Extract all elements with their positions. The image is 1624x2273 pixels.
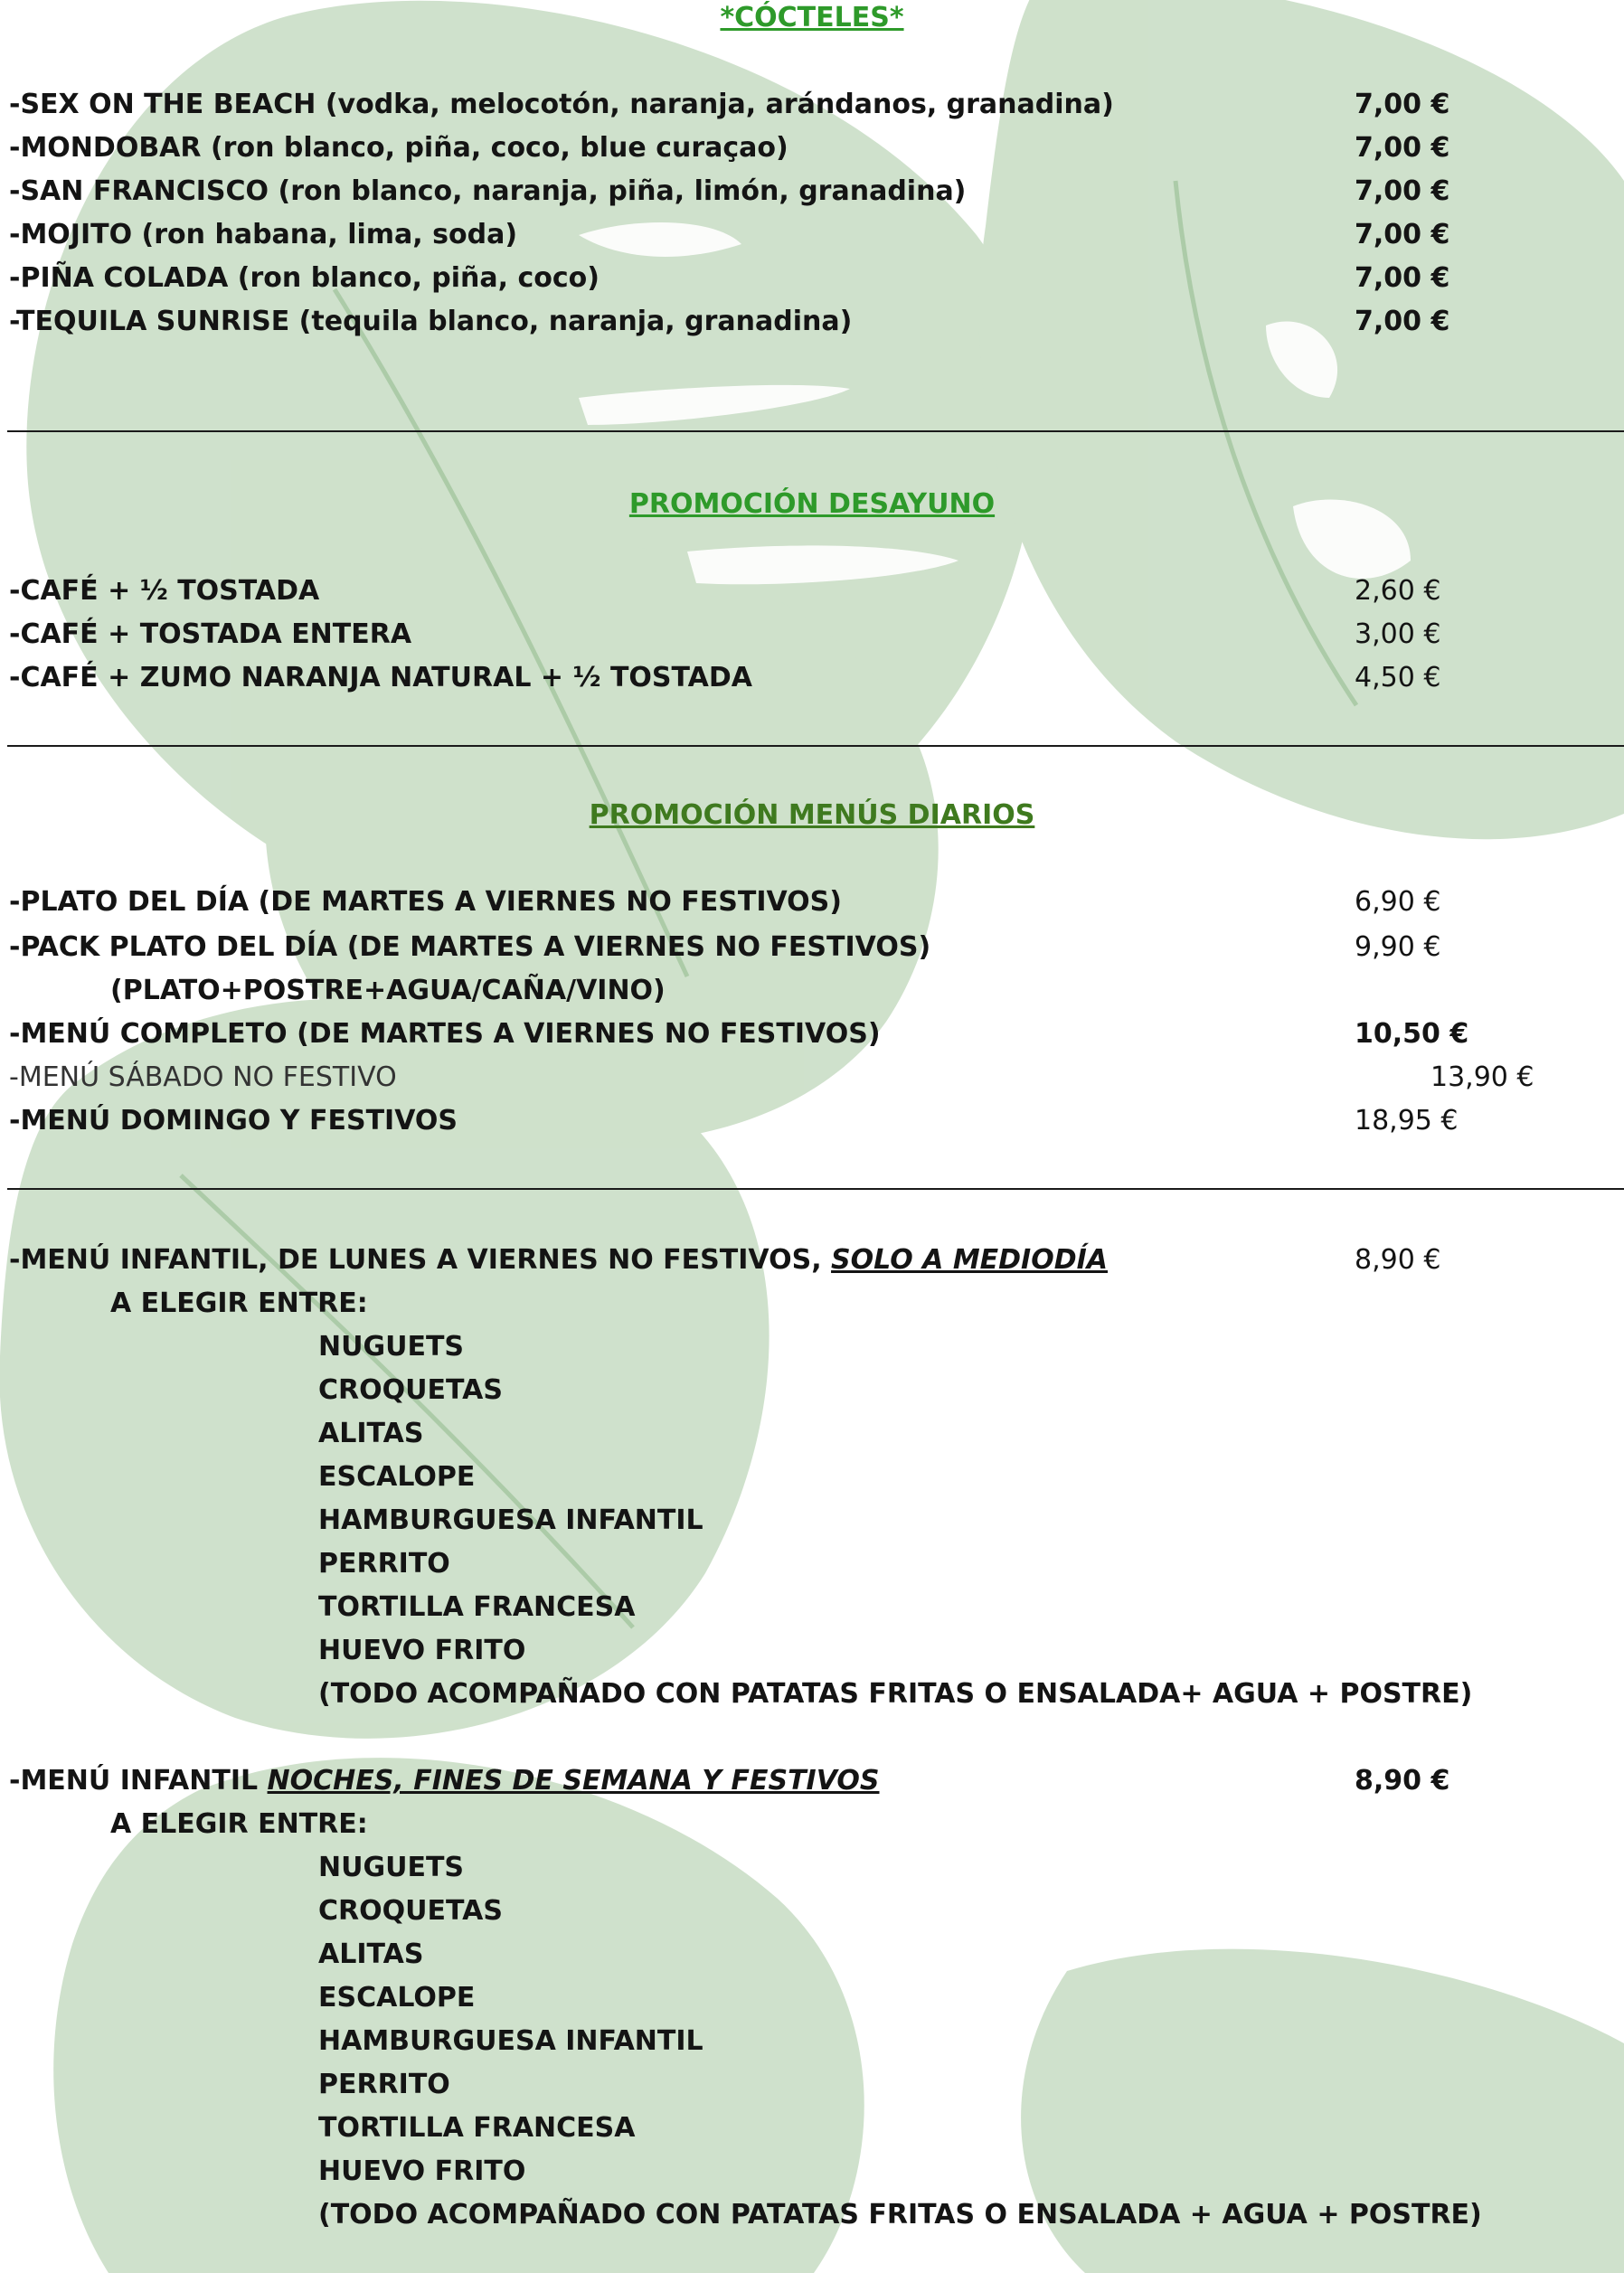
menu-price: 13,90 € [1430,1061,1534,1093]
infantil-option: CROQUETAS [318,1895,503,1927]
coctel-price: 7,00 € [1355,175,1450,207]
coctel-item: -TEQUILA SUNRISE (tequila blanco, naranja, granadina) [9,306,853,337]
coctel-item: -PIÑA COLADA (ron blanco, piña, coco) [9,262,600,294]
desayuno-heading: PROMOCIÓN DESAYUNO [628,488,996,520]
infantil-noches-choose: A ELEGIR ENTRE: [110,1808,368,1840]
infantil-option: NUGUETS [318,1331,465,1363]
menu-price: 18,95 € [1355,1105,1459,1136]
menu-item-sabado: -MENÚ SÁBADO NO FESTIVO [9,1061,397,1093]
menu-item-domingo: -MENÚ DOMINGO Y FESTIVOS [9,1105,458,1136]
infantil-option: ALITAS [318,1938,424,1970]
infantil-option: ESCALOPE [318,1461,476,1493]
coctel-item: -SEX ON THE BEACH (vodka, melocotón, naranja, arándanos, granadina) [9,89,1114,120]
infantil-noches-emphasis: NOCHES, FINES DE SEMANA Y FESTIVOS [267,1765,880,1797]
desayuno-price: 4,50 € [1355,662,1441,693]
menu-item-pack-detail: (PLATO+POSTRE+AGUA/CAÑA/VINO) [110,975,666,1006]
menu-item-pack: -PACK PLATO DEL DÍA (DE MARTES A VIERNES NO FESTIVOS) [9,931,931,963]
menu-item-plato-dia: -PLATO DEL DÍA (DE MARTES A VIERNES NO FESTIVOS) [9,886,842,918]
menus-heading: PROMOCIÓN MENÚS DIARIOS [589,799,1035,831]
section-divider [7,745,1624,747]
infantil-noches-price: 8,90 € [1355,1765,1450,1797]
menu-item-completo: -MENÚ COMPLETO (DE MARTES A VIERNES NO FESTIVOS) [9,1018,881,1050]
infantil-mediodia-price: 8,90 € [1355,1244,1441,1276]
infantil-option: ESCALOPE [318,1982,476,2014]
coctel-item: -MONDOBAR (ron blanco, piña, coco, blue curaçao) [9,132,788,164]
coctel-price: 7,00 € [1355,132,1450,164]
infantil-option: HAMBURGUESA INFANTIL [318,2025,703,2057]
infantil-option: CROQUETAS [318,1374,503,1406]
infantil-noches-prefix: -MENÚ INFANTIL [9,1765,268,1797]
infantil-mediodia-emphasis: SOLO A MEDIODÍA [831,1244,1109,1276]
coctel-price: 7,00 € [1355,306,1450,337]
infantil-option: NUGUETS [318,1852,465,1883]
desayuno-price: 3,00 € [1355,618,1441,650]
section-divider [7,1188,1624,1190]
infantil-mediodia-note: (TODO ACOMPAÑADO CON PATATAS FRITAS O ENSALADA+ AGUA + POSTRE) [318,1678,1473,1710]
cocteles-heading: *CÓCTELES* [720,2,904,33]
menu-price: 6,90 € [1355,886,1441,918]
infantil-option: TORTILLA FRANCESA [318,1591,636,1623]
infantil-mediodia-prefix: -MENÚ INFANTIL, DE LUNES A VIERNES NO FESTIVOS, [9,1244,832,1276]
menu-price: 10,50 € [1355,1018,1469,1050]
infantil-option: HUEVO FRITO [318,2155,526,2187]
infantil-noches-title [9,1763,880,1799]
coctel-item: -SAN FRANCISCO (ron blanco, naranja, piña, limón, granadina) [9,175,967,207]
infantil-mediodia-choose: A ELEGIR ENTRE: [110,1287,368,1319]
infantil-option: TORTILLA FRANCESA [318,2112,636,2144]
section-divider [7,430,1624,432]
infantil-noches-note: (TODO ACOMPAÑADO CON PATATAS FRITAS O ENSALADA + AGUA + POSTRE) [318,2199,1482,2231]
desayuno-item: -CAFÉ + ZUMO NARANJA NATURAL + ½ TOSTADA [9,662,753,693]
infantil-option: HAMBURGUESA INFANTIL [318,1504,703,1536]
infantil-option: PERRITO [318,2069,450,2100]
infantil-mediodia-title [9,1242,1108,1278]
infantil-option: HUEVO FRITO [318,1635,526,1666]
coctel-item: -MOJITO (ron habana, lima, soda) [9,219,518,250]
desayuno-price: 2,60 € [1355,575,1441,607]
infantil-option: ALITAS [318,1418,424,1449]
coctel-price: 7,00 € [1355,219,1450,250]
desayuno-item: -CAFÉ + ½ TOSTADA [9,575,320,607]
menu-price: 9,90 € [1355,931,1441,963]
desayuno-item: -CAFÉ + TOSTADA ENTERA [9,618,412,650]
coctel-price: 7,00 € [1355,89,1450,120]
infantil-option: PERRITO [318,1548,450,1580]
coctel-price: 7,00 € [1355,262,1450,294]
